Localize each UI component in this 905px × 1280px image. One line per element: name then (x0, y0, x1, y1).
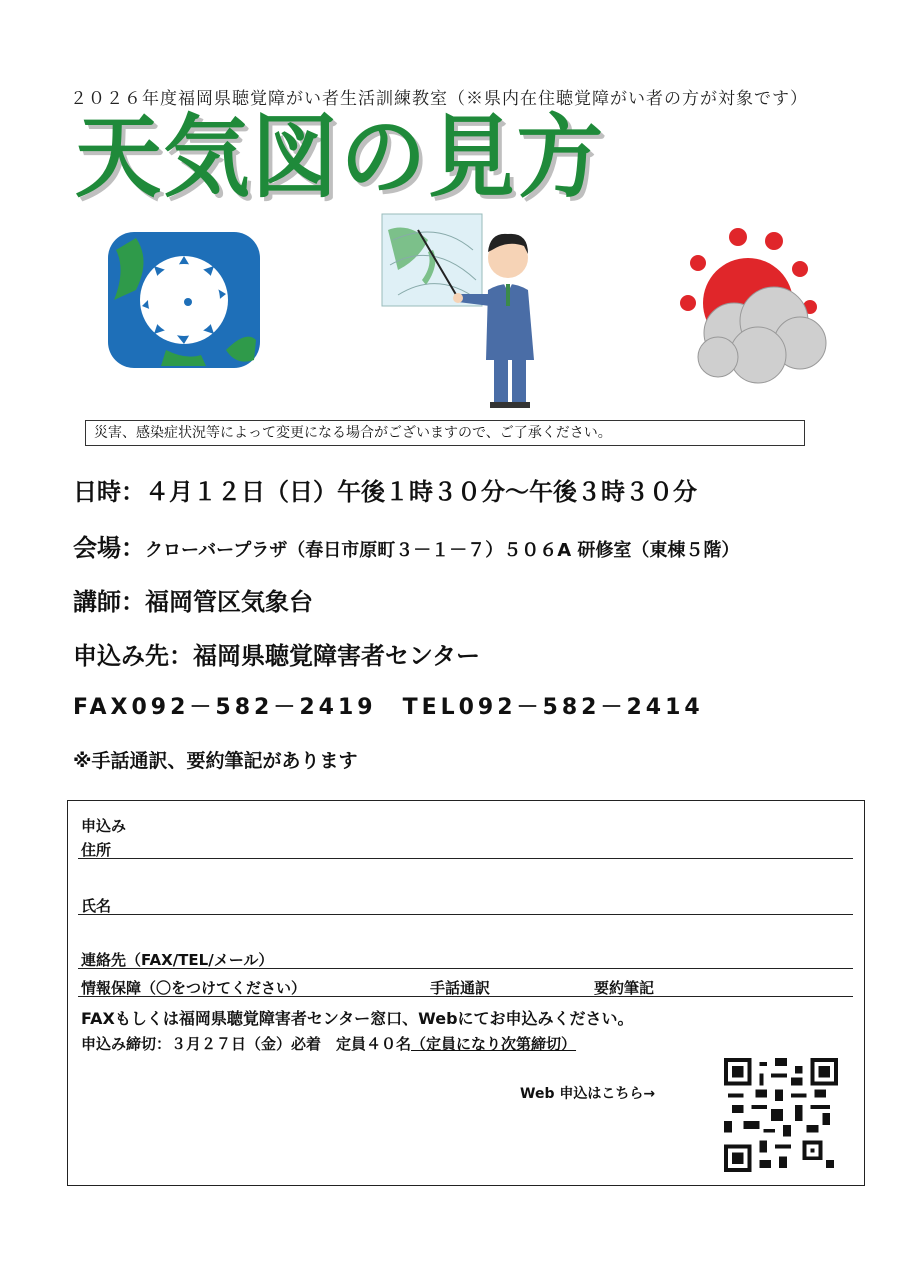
fax-tel: FAX092－582－2419 TEL092－582－2414 (73, 695, 704, 720)
deadline-text (81, 1033, 576, 1054)
form-label-contact: 連絡先（FAX/TEL/メール） (81, 951, 274, 969)
datetime-label: 日時： (73, 478, 145, 506)
apply-label: 申込み先： (73, 642, 193, 670)
lecturer-value: 福岡管区気象台 (145, 588, 313, 616)
address-field[interactable] (78, 858, 853, 859)
lecturer-label: 講師： (73, 588, 145, 616)
option-summary-writing[interactable]: 要約筆記 (594, 979, 655, 997)
typhoon-icon (106, 230, 262, 370)
lecturer-row (73, 582, 313, 617)
qr-code[interactable] (722, 1058, 840, 1172)
datetime-row (73, 472, 697, 507)
deadline-main: 申込み締切：３月２７日（金）必着 定員４０名 (81, 1035, 412, 1053)
form-label-address: 住所 (81, 841, 112, 859)
sun-cloud-icon (678, 225, 836, 385)
venue-value: クローバープラザ（春日市原町３－１－７）５０６A 研修室（東棟５階） (145, 540, 740, 561)
web-apply-label[interactable]: Web 申込はこちら→ (520, 1086, 656, 1102)
venue-label: 会場： (73, 534, 145, 562)
form-label-info: 情報保障（〇をつけてください） (81, 979, 307, 997)
weather-map-presenter-illustration (378, 210, 543, 410)
apply-value: 福岡県聴覚障害者センター (193, 642, 481, 670)
form-label-name: 氏名 (81, 897, 112, 915)
service-note: ※手話通訳、要約筆記があります (73, 750, 358, 772)
venue-row (73, 528, 739, 563)
contact-field[interactable] (78, 968, 853, 969)
info-field (78, 996, 853, 997)
name-field[interactable] (78, 914, 853, 915)
notice-box: 災害、感染症状況等によって変更になる場合がございますので、ご了承ください。 (85, 420, 805, 446)
page-title: 天気図の見方 (75, 105, 605, 210)
datetime-value: ４月１２日（日）午後１時３０分～午後３時３０分 (145, 478, 697, 506)
fax-instruction: FAXもしくは福岡県聴覚障害者センター窓口、Webにてお申込みください。 (81, 1009, 634, 1028)
apply-row (73, 636, 480, 671)
event-subtitle: ２０２６年度福岡県聴覚障がい者生活訓練教室（※県内在住聴覚障がい者の方が対象です） (70, 89, 808, 109)
option-sign-language[interactable]: 手話通訳 (430, 979, 491, 997)
deadline-note: （定員になり次第締切） (411, 1035, 577, 1053)
form-label-apply: 申込み (81, 817, 127, 835)
